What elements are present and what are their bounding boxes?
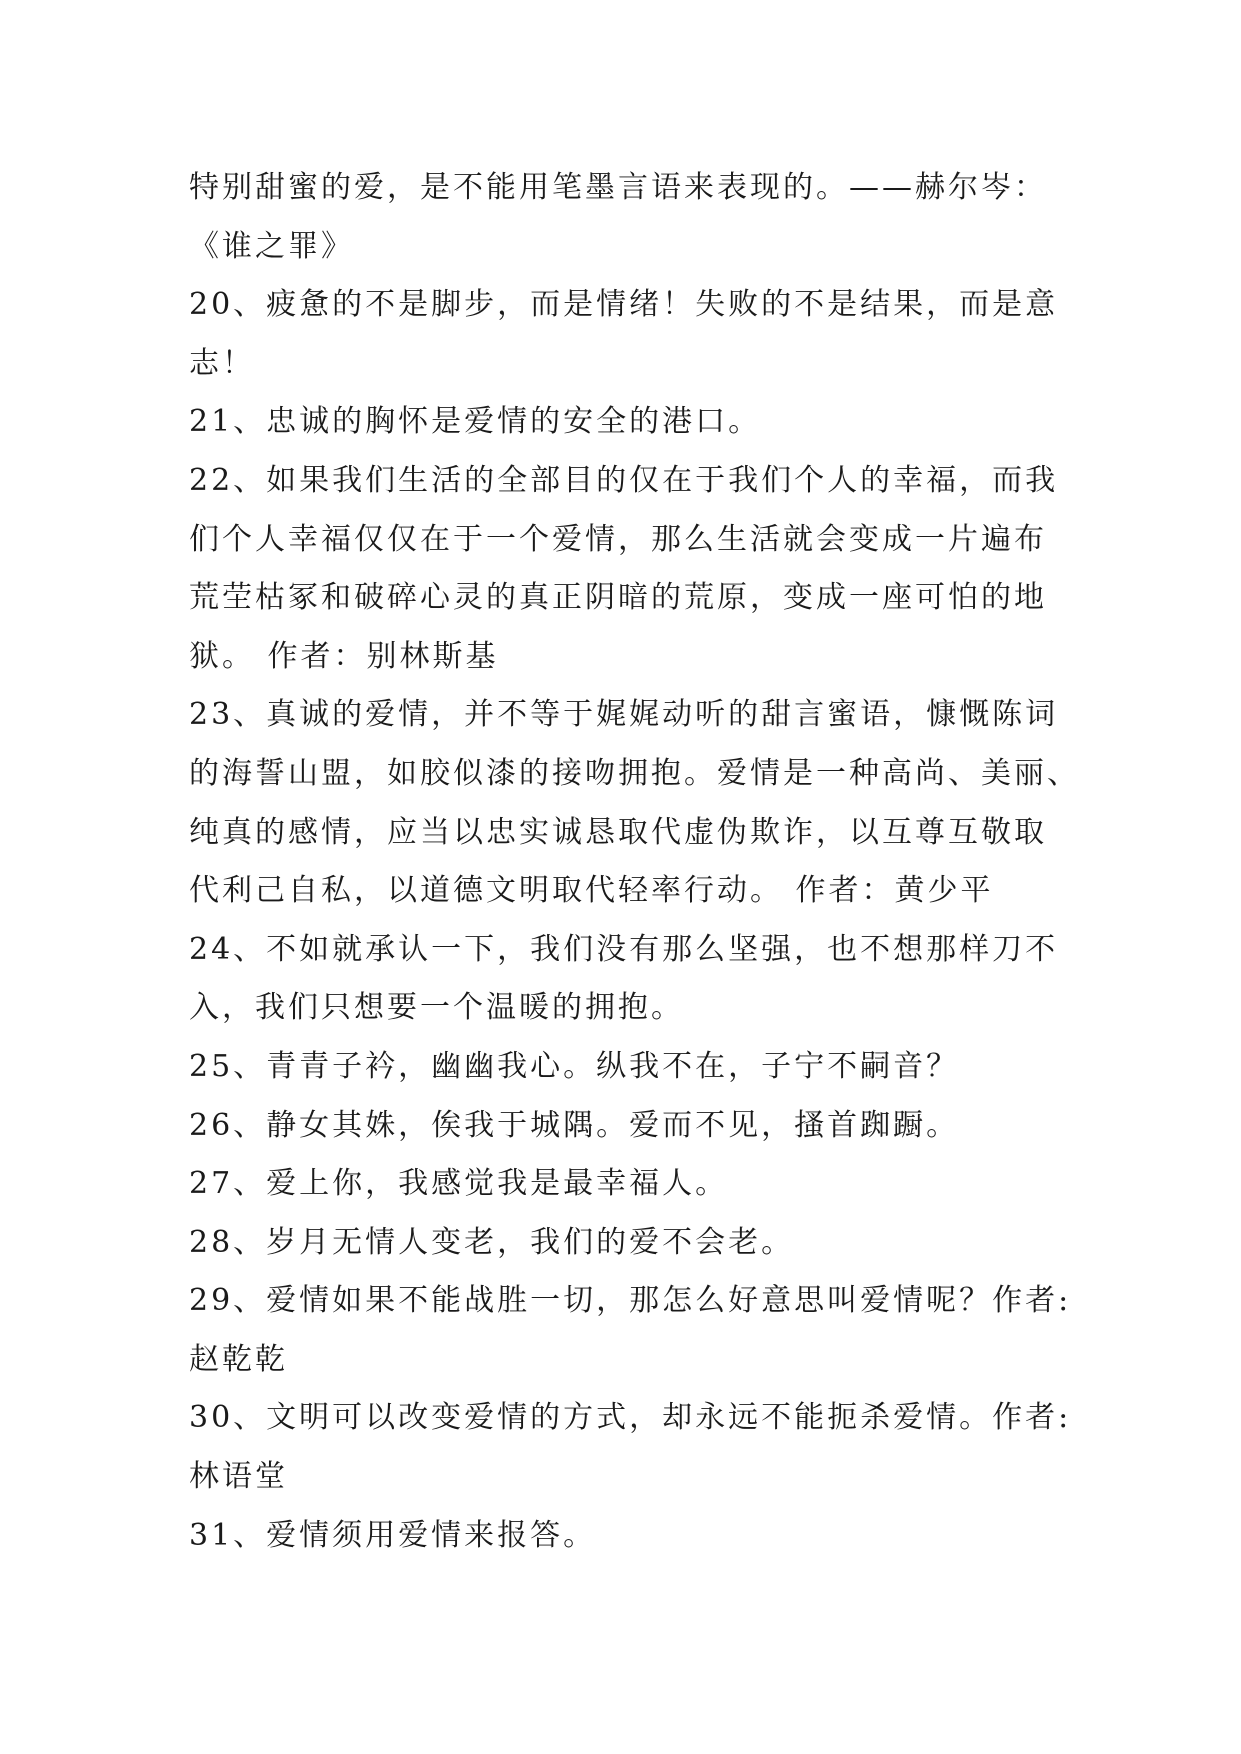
text-line: 29、爱情如果不能战胜一切，那怎么好意思叫爱情呢？作者: xyxy=(189,1283,1072,1319)
text-line: 23、真诚的爱情，并不等于娓娓动听的甜言蜜语，慷慨陈词 xyxy=(189,697,1059,733)
text-line: 30、文明可以改变爱情的方式，却永远不能扼杀爱情。作者: xyxy=(189,1400,1072,1436)
text-line: 26、静女其姝，俟我于城隅。爱而不见，搔首踟蹰。 xyxy=(189,1107,960,1143)
text-line: 27、爱上你，我感觉我是最幸福人。 xyxy=(189,1166,729,1202)
text-line: 志！ xyxy=(189,345,255,381)
text-line: 代利己自私，以道德文明取代轻率行动。 作者：黄少平 xyxy=(189,873,994,909)
text-line: 林语堂 xyxy=(189,1459,288,1495)
text-line: 特别甜蜜的爱，是不能用笔墨言语来表现的。——赫尔岑： xyxy=(189,170,1047,205)
text-line: 狱。 作者：别林斯基 xyxy=(189,638,499,674)
text-line: 31、爱情须用爱情来报答。 xyxy=(189,1517,597,1553)
text-line: 24、不如就承认一下，我们没有那么坚强，也不想那样刀不 xyxy=(189,931,1059,967)
text-line: 的海誓山盟，如胶似漆的接吻拥抱。爱情是一种高尚、美丽、 xyxy=(189,755,1080,791)
text-line: 21、忠诚的胸怀是爱情的安全的港口。 xyxy=(189,404,762,440)
text-line: 们个人幸福仅仅在于一个爱情，那么生活就会变成一片遍布 xyxy=(189,521,1047,557)
text-line: 22、如果我们生活的全部目的仅在于我们个人的幸福，而我 xyxy=(189,462,1059,498)
text-line: 纯真的感情，应当以忠实诚恳取代虚伪欺诈，以互尊互敬取 xyxy=(189,814,1047,850)
text-line: 赵乾乾 xyxy=(189,1341,288,1377)
text-line: 25、青青子衿，幽幽我心。纵我不在，子宁不嗣音？ xyxy=(189,1048,960,1084)
text-line: 入，我们只想要一个温暖的拥抱。 xyxy=(189,990,684,1026)
text-line: 20、疲惫的不是脚步，而是情绪！失败的不是结果，而是意 xyxy=(189,287,1059,323)
text-line: 28、岁月无情人变老，我们的爱不会老。 xyxy=(189,1224,795,1260)
text-line: 《谁之罪》 xyxy=(189,228,354,264)
text-line: 荒茔枯冢和破碎心灵的真正阴暗的荒原，变成一座可怕的地 xyxy=(189,580,1047,616)
document-body xyxy=(189,159,1080,1565)
